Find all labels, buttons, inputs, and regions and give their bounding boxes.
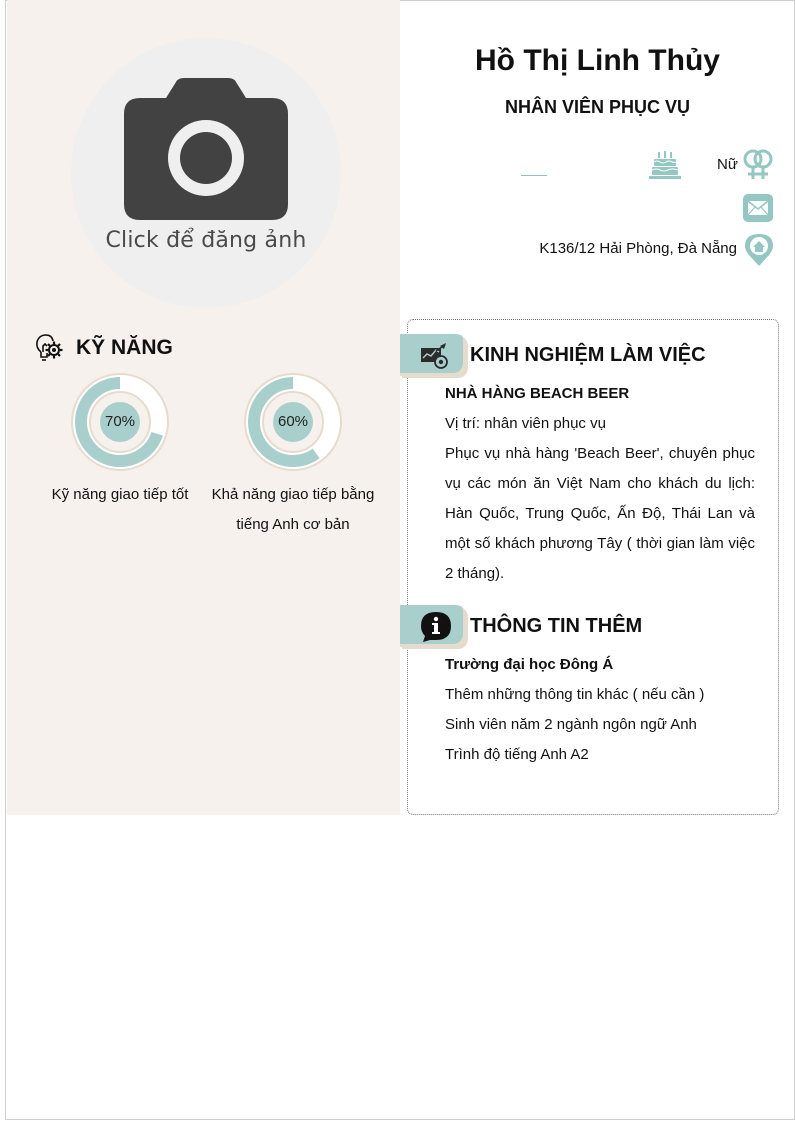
skill-label-line: Khả năng giao tiếp bằng	[211, 486, 375, 503]
skill-percent: 60%	[277, 413, 309, 430]
work-chart-gear-icon	[420, 342, 450, 370]
skill-item-english	[203, 372, 383, 540]
info-line: Trình độ tiếng Anh A2	[445, 746, 589, 763]
experience-tab	[400, 334, 466, 376]
phone-field-underline	[521, 175, 547, 176]
skill-progress-ring	[70, 372, 170, 472]
birthday-cake-icon	[648, 148, 682, 182]
profile-name: Hồ Thị Linh Thủy	[475, 44, 720, 77]
experience-heading: KINH NGHIỆM LÀM VIỆC	[470, 344, 706, 366]
photo-upload[interactable]	[71, 38, 341, 308]
skill-progress-ring	[243, 372, 343, 472]
skill-label	[203, 480, 383, 540]
experience-description: Phục vụ nhà hàng 'Beach Beer', chuyên phục vụ các món ăn Việt Nam cho khách du lịch: Hàn Quốc, Trung Quốc, Ấn Độ, Thái Lan và một số khách phương Tây ( thời gian làm việc 2 tháng).	[445, 445, 755, 582]
skill-percent: 70%	[104, 413, 136, 430]
info-line: Sinh viên năm 2 ngành ngôn ngữ Anh	[445, 716, 697, 733]
skill-label-line: tiếng Anh cơ bản	[236, 516, 350, 533]
home-location-icon	[744, 233, 774, 267]
skill-label: Kỹ năng giao tiếp tốt	[51, 486, 189, 503]
camera-icon	[124, 78, 288, 220]
info-bubble-icon	[420, 611, 452, 643]
female-gender-icon	[741, 148, 775, 182]
skills-title: KỸ NĂNG	[76, 336, 173, 359]
skills-heading	[32, 332, 173, 364]
additional-info-tab	[400, 605, 466, 647]
additional-info-heading: THÔNG TIN THÊM	[470, 615, 643, 637]
lightbulb-gear-icon	[32, 332, 64, 364]
left-column	[7, 0, 400, 815]
experience-position: Vị trí: nhân viên phục vụ	[445, 415, 606, 432]
info-school: Trường đại học Đông Á	[445, 656, 614, 673]
experience-company: NHÀ HÀNG BEACH BEER	[445, 385, 630, 402]
mail-icon	[742, 192, 774, 224]
photo-upload-label: Click để đăng ảnh	[105, 228, 307, 253]
gender-value: Nữ	[717, 156, 738, 173]
skill-item-communication	[30, 372, 210, 510]
profile-title: NHÂN VIÊN PHỤC VỤ	[504, 97, 691, 117]
info-line: Thêm những thông tin khác ( nếu cần )	[445, 686, 705, 703]
address-value: K136/12 Hải Phòng, Đà Nẵng	[539, 240, 737, 257]
